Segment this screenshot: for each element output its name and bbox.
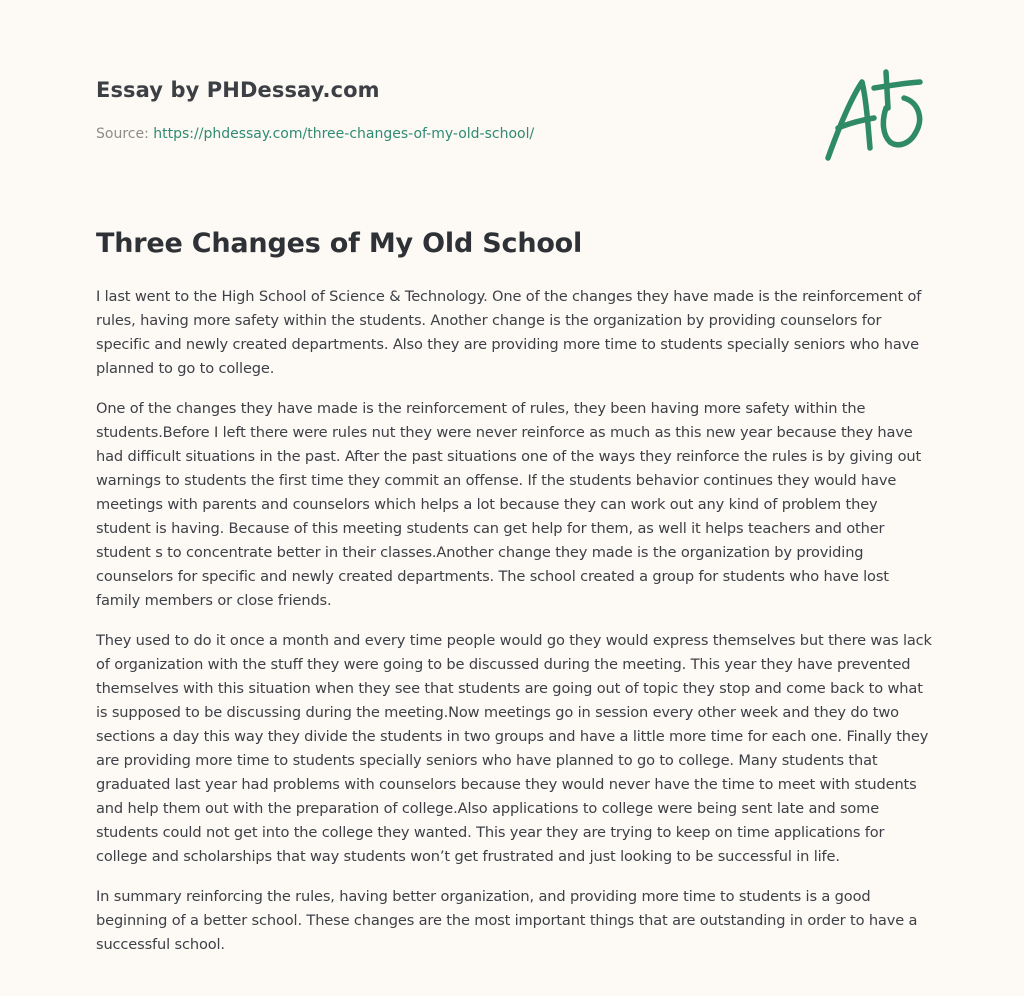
- essay-title: Three Changes of My Old School: [96, 228, 583, 259]
- page-header: [96, 76, 796, 144]
- site-brand: Essay by PHDessay.com: [96, 78, 380, 102]
- essay-paragraph: In summary reinforcing the rules, having better organization, and providing more time to students is a good beginning of a better school. These changes are the most important things that are outstanding in order to have a successful school.: [96, 888, 918, 953]
- a-plus-grade-icon: [820, 68, 930, 164]
- essay-paragraph: One of the changes they have made is the reinforcement of rules, they been having more safety within the students.Before I left there were rules nut they were never reinforce as much as this new year because they have had difficult situations in the past. After the past situations one of the ways they reinforce the rules is by giving out warnings to students the first time they commit an offense. If the students behavior continues they would have meetings with parents and counselors which helps a lot because they can work out any kind of problem they student is having. Because of this meeting students can get help for them, as well it helps teachers and other student s to concentrate better in their classes.Another change they made is the organization by providing counselors for specific and newly created departments. The school created a group for students who have lost family members or close friends.: [96, 400, 922, 609]
- source-link[interactable]: https://phdessay.com/three-changes-of-my-old-school/: [153, 126, 535, 142]
- essay-paragraph: I last went to the High School of Science & Technology. One of the changes they have made is the reinforcement of rules, having more safety within the students. Another change is the organization by providing counselors for specific and newly created departments. Also they are providing more time to students specially seniors who have planned to go to college.: [96, 288, 922, 377]
- essay-body: [96, 285, 932, 973]
- essay-paragraph: They used to do it once a month and every time people would go they would express themselves but there was lack of organization with the stuff they were going to be discussed during the meeting. This year they have prevented themselves with this situation when they see that students are going out of topic they stop and come back to what is supposed to be discussing during the meeting.Now meetings go in session every other week and they do two sections a day this way they divide the students in two groups and have a little more time for each one. Finally they are providing more time to students specially seniors who have planned to go to college. Many students that graduated last year had problems with counselors because they would never have the time to meet with students and help them out with the preparation of college.Also applications to college were being sent late and some students could not get into the college they wanted. This year they are trying to keep on time applications for college and scholarships that way students won’t get frustrated and just looking to be successful in life.: [96, 632, 932, 865]
- source-line: [96, 124, 796, 144]
- source-label: Source:: [96, 126, 154, 142]
